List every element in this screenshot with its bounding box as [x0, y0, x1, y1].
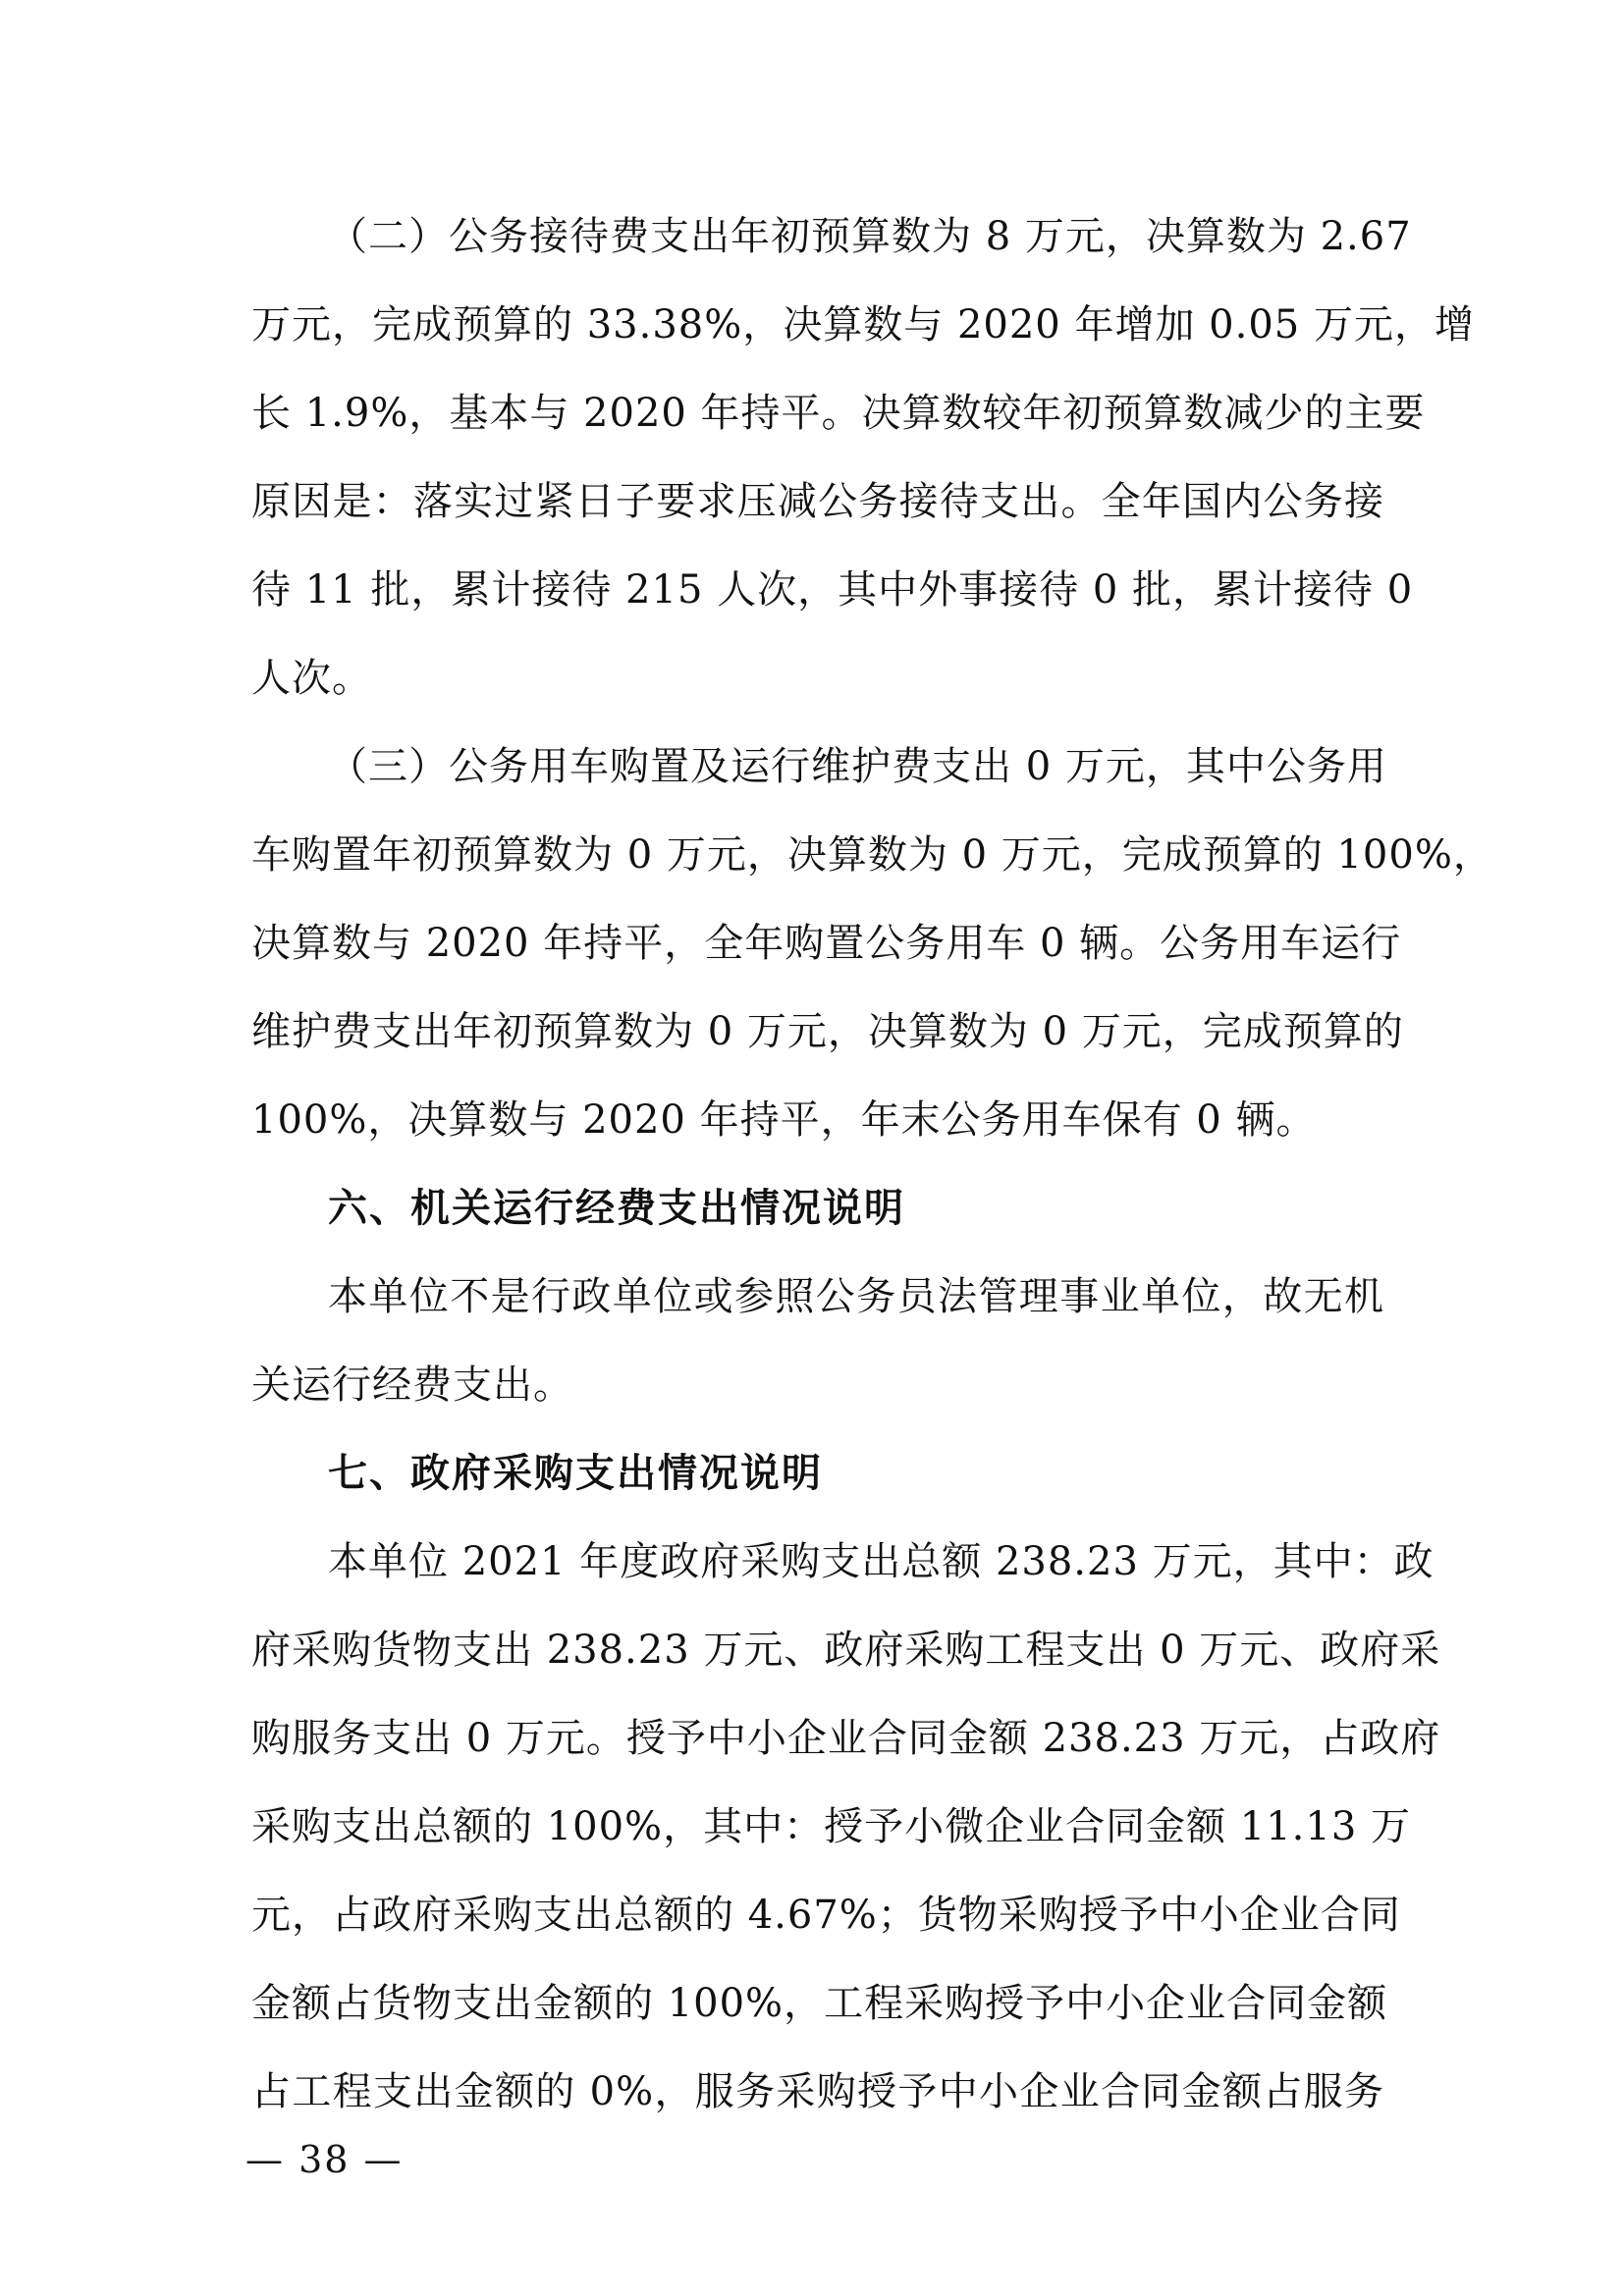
paragraph-line: （二）公务接待费支出年初预算数为 8 万元，决算数为 2.67 — [328, 214, 1412, 259]
paragraph-line: 原因是：落实过紧日子要求压减公务接待支出。全年国内公务接 — [251, 479, 1384, 524]
section-heading-7: 七、政府采购支出情况说明 — [328, 1451, 823, 1496]
paragraph-line: 采购支出总额的 100%，其中：授予小微企业合同金额 11.13 万 — [251, 1804, 1412, 1849]
paragraph-line: 本单位不是行政单位或参照公务员法管理事业单位，故无机 — [328, 1274, 1384, 1319]
paragraph-line: 长 1.9%，基本与 2020 年持平。决算数较年初预算数减少的主要 — [251, 391, 1426, 436]
paragraph-line: 本单位 2021 年度政府采购支出总额 238.23 万元，其中：政 — [328, 1539, 1435, 1584]
paragraph-line: 关运行经费支出。 — [251, 1362, 573, 1408]
section-heading-6: 六、机关运行经费支出情况说明 — [328, 1186, 905, 1231]
paragraph-line: 金额占货物支出金额的 100%，工程采购授予中小企业合同金额 — [251, 1981, 1388, 2026]
paragraph-line: 待 11 批，累计接待 215 人次，其中外事接待 0 批，累计接待 0 — [251, 567, 1414, 613]
paragraph-line: （三）公务用车购置及运行维护费支出 0 万元，其中公务用 — [328, 744, 1387, 789]
paragraph-line: 车购置年初预算数为 0 万元，决算数为 0 万元，完成预算的 100%， — [251, 832, 1493, 878]
paragraph-line: 购服务支出 0 万元。授予中小企业合同金额 238.23 万元，占政府 — [251, 1716, 1441, 1761]
paragraph-line: 人次。 — [251, 656, 372, 701]
paragraph-line: 决算数与 2020 年持平，全年购置公务用车 0 辆。公务用车运行 — [251, 921, 1402, 966]
page-number: — 38 — — [245, 2138, 404, 2181]
paragraph-line: 元，占政府采购支出总额的 4.67%；货物采购授予中小企业合同 — [251, 1893, 1401, 1938]
paragraph-line: 维护费支出年初预算数为 0 万元，决算数为 0 万元，完成预算的 — [251, 1009, 1404, 1054]
paragraph-line: 占工程支出金额的 0%，服务采购授予中小企业合同金额占服务 — [251, 2069, 1384, 2114]
paragraph-line: 100%，决算数与 2020 年持平，年末公务用车保有 0 辆。 — [251, 1097, 1317, 1143]
paragraph-line: 府采购货物支出 238.23 万元、政府采购工程支出 0 万元、政府采 — [251, 1628, 1441, 1673]
paragraph-line: 万元，完成预算的 33.38%，决算数与 2020 年增加 0.05 万元，增 — [251, 302, 1475, 347]
